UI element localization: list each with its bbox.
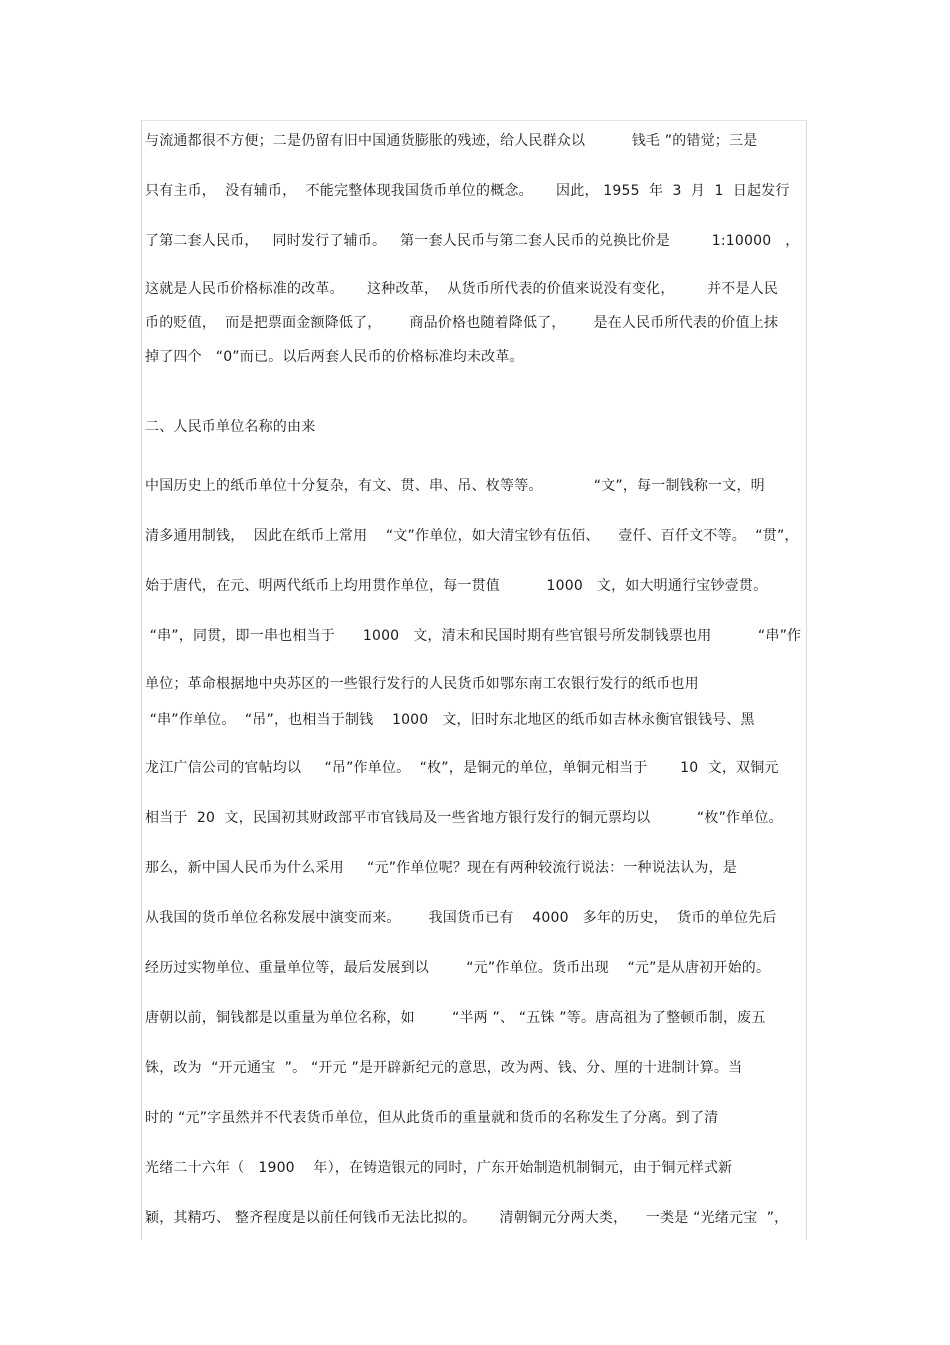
text-line: 与流通都很不方便；二是仍留有旧中国通货膨胀的残迹，给人民群众以 钱毛 ”的错觉；三是 [145, 133, 758, 149]
text-line: 那么，新中国人民币为什么采用 “元”作单位呢？现在有两种较流行说法：一种说法认为，是 [145, 860, 737, 876]
text-line: 时的 “元”字虽然并不代表货币单位，但从此货币的重量就和货币的名称发生了分离。到了清 [145, 1110, 719, 1126]
text-line: 了第二套人民币， 同时发行了辅币。 第一套人民币与第二套人民币的兑换比价是 1:10000 ， [145, 233, 800, 249]
text-line: 单位；革命根据地中央苏区的一些银行发行的人民货币如鄂东南工农银行发行的纸币也用 [145, 676, 699, 692]
text-line: 相当于 20 文，民国初其财政部平市官钱局及一些省地方银行发行的铜元票均以 “枚”作单位。 [145, 810, 783, 826]
text-line: 中国历史上的纸币单位十分复杂，有文、贯、串、吊、枚等等。 “文”，每一制钱称一文，明 [145, 478, 765, 494]
text-line: 清多通用制钱， 因此在纸币上常用 “文”作单位，如大清宝钞有伍佰、 壹仟、百仟文不等。 “贯”， [145, 528, 799, 544]
text-line: 颖，其精巧、 整齐程度是以前任何钱币无法比拟的。 清朝铜元分两大类， 一类是 “光绪元宝 ”， [145, 1210, 789, 1226]
text-line: 光绪二十六年（ 1900 年），在铸造银元的同时，广东开始制造机制铜元，由于铜元样式新 [145, 1160, 733, 1176]
text-line: 币的贬值， 而是把票面金额降低了， 商品价格也随着降低了， 是在人民币所代表的价值上抹 [145, 315, 779, 331]
page-frame-left [141, 120, 142, 1240]
text-line: 唐朝以前，铜钱都是以重量为单位名称，如 “半两 ”、 “五铢 ”等。唐高祖为了整顿币制，废五 [145, 1010, 766, 1026]
text-line: 经历过实物单位、重量单位等，最后发展到以 “元”作单位。货币出现 “元”是从唐初开始的。 [145, 960, 771, 976]
text-line: 始于唐代，在元、明两代纸币上均用贯作单位，每一贯值 1000 文，如大明通行宝钞壹贯。 [145, 578, 768, 594]
page-frame-right [806, 120, 807, 1240]
text-line: 从我国的货币单位名称发展中演变而来。 我国货币已有 4000 多年的历史， 货币的单位先后 [145, 910, 777, 926]
text-line: “串”，同贯，即一串也相当于 1000 文，清末和民国时期有些官银号所发制钱票也用 “串”作 [145, 628, 802, 644]
text-line: 铢，改为 “开元通宝 ”。 “开元 ”是开辟新纪元的意思，改为两、钱、分、厘的十进制计算。当 [145, 1060, 743, 1076]
section-heading: 二、人民币单位名称的由来 [145, 419, 316, 435]
text-line: 龙江广信公司的官帖均以 “吊”作单位。 “枚”，是铜元的单位，单铜元相当于 10 文，双铜元 [145, 760, 779, 776]
text-line: 只有主币， 没有辅币， 不能完整体现我国货币单位的概念。 因此， 1955 年 3 月 1 日起发行 [145, 183, 790, 199]
text-line: 这就是人民币价格标准的改革。 这种改革， 从货币所代表的价值来说没有变化， 并不是人民 [145, 281, 779, 297]
text-line: “串”作单位。 “吊”，也相当于制钱 1000 文，旧时东北地区的纸币如吉林永衡官银钱号、黑 [145, 712, 755, 728]
page-frame-top [141, 120, 807, 121]
text-line: 掉了四个 “0”而已。以后两套人民币的价格标准均未改革。 [145, 349, 524, 365]
